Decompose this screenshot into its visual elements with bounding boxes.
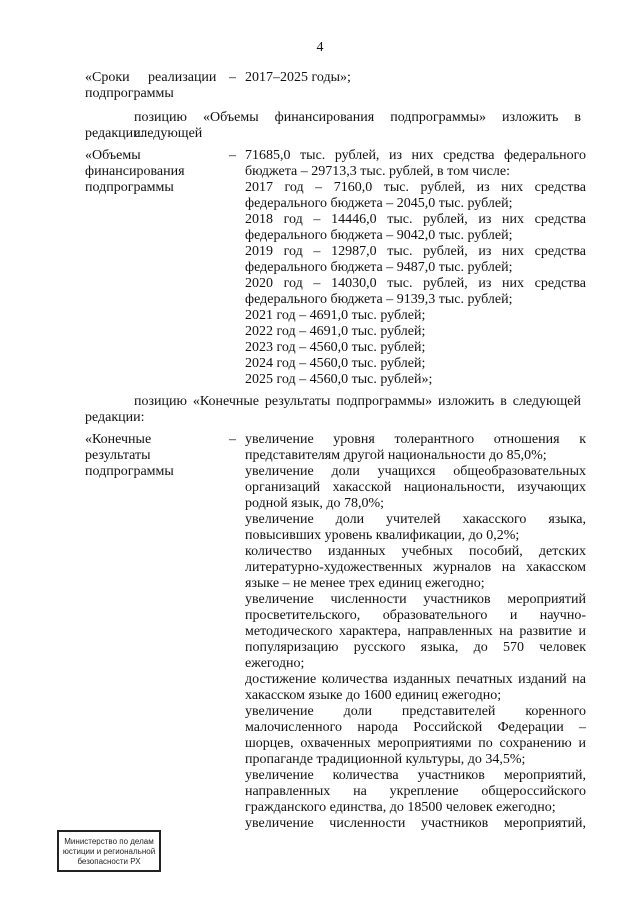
obemy-line: 2023 год – 4560,0 тыс. рублей; xyxy=(245,340,426,355)
konechnye-line: увеличение доли учителей хакасского языка, xyxy=(245,512,586,527)
para2-line2: редакции: xyxy=(85,410,145,425)
konechnye-line: хакасском языке до 1600 единиц ежегодно; xyxy=(245,688,502,703)
obemy-line: федерального бюджета – 9042,0 тыс. рублей; xyxy=(245,228,513,243)
obemy-line: 2019 год – 12987,0 тыс. рублей, из них средства xyxy=(245,244,586,259)
obemy-label-line: подпрограммы xyxy=(85,180,174,195)
obemy-line: 2025 год – 4560,0 тыс. рублей»; xyxy=(245,372,433,387)
para2-line1: позицию «Конечные результаты подпрограммы» изложить в следующей xyxy=(134,394,581,409)
konechnye-line: увеличение доли представителей коренного xyxy=(245,704,586,719)
obemy-line: 2022 год – 4691,0 тыс. рублей; xyxy=(245,324,426,339)
konechnye-label-line: результаты xyxy=(85,448,151,463)
konechnye-line: повысивших уровень квалификации, до 0,2%; xyxy=(245,528,520,543)
konechnye-label-line: «Конечные xyxy=(85,432,152,447)
obemy-line: 2020 год – 14030,0 тыс. рублей, из них средства xyxy=(245,276,586,291)
konechnye-line: увеличение численности участников мероприятий xyxy=(245,592,586,607)
konechnye-line: малочисленного народа Российской Федерации – xyxy=(245,720,586,735)
stamp-line: юстиции и региональной xyxy=(62,847,156,856)
konechnye-line: увеличение количества участников мероприятий, xyxy=(245,768,586,783)
sroki-label-line1: «Сроки xyxy=(85,70,130,85)
konechnye-line: литературно-художественных журналов на хакасском xyxy=(245,560,586,575)
konechnye-line: просветительского, образовательного и научно- xyxy=(245,608,586,623)
obemy-line: 2024 год – 4560,0 тыс. рублей; xyxy=(245,356,426,371)
obemy-label-line: финансирования xyxy=(85,164,185,179)
konechnye-line: представителям другой национальности до 85,0%; xyxy=(245,448,547,463)
konechnye-line: количество изданных учебных пособий, детских xyxy=(245,544,586,559)
obemy-line: федерального бюджета – 9139,3 тыс. рублей; xyxy=(245,292,513,307)
obemy-dash: – xyxy=(229,148,236,163)
konechnye-line: ежегодно; xyxy=(245,656,305,671)
konechnye-line: шорцев, охваченных мероприятиями по сохранению и xyxy=(245,736,586,751)
obemy-line: 71685,0 тыс. рублей, из них средства федерального xyxy=(245,148,586,163)
konechnye-line: организаций хакасской национальности, изучающих xyxy=(245,480,586,495)
obemy-line: 2021 год – 4691,0 тыс. рублей; xyxy=(245,308,426,323)
obemy-line: федерального бюджета – 2045,0 тыс. рублей; xyxy=(245,196,513,211)
konechnye-line: популяризацию русского языка, до 570 человек xyxy=(245,640,586,655)
obemy-line: федерального бюджета – 9487,0 тыс. рублей; xyxy=(245,260,513,275)
konechnye-line: направленных на укрепление общероссийского xyxy=(245,784,586,799)
konechnye-label-line: подпрограммы xyxy=(85,464,174,479)
para1-line2: редакции: xyxy=(85,126,145,141)
sroki-label-line1b: реализации xyxy=(148,70,217,85)
konechnye-line: гражданского единства, до 18500 человек ежегодно; xyxy=(245,800,556,815)
ministry-stamp xyxy=(57,830,161,872)
konechnye-line: пропаганде традиционной культуры, до 34,5%; xyxy=(245,752,526,767)
stamp-line: безопасности РХ xyxy=(77,857,141,866)
konechnye-line: увеличение численности участников мероприятий, xyxy=(245,816,586,831)
obemy-line: 2018 год – 14446,0 тыс. рублей, из них средства xyxy=(245,212,586,227)
konechnye-line: достижение количества изданных печатных изданий на xyxy=(245,672,586,687)
konechnye-line: увеличение уровня толерантного отношения к xyxy=(245,432,586,447)
konechnye-dash: – xyxy=(229,432,236,447)
para1-line1: позицию «Объемы финансирования подпрограммы» изложить в следующей xyxy=(134,110,581,141)
page-number: 4 xyxy=(316,40,324,55)
sroki-value: 2017–2025 годы»; xyxy=(245,70,351,85)
konechnye-line: языке – не менее трех единиц ежегодно; xyxy=(245,576,485,591)
obemy-line: бюджета – 29713,3 тыс. рублей, в том числе: xyxy=(245,164,511,179)
konechnye-line: увеличение доли учащихся общеобразовательных xyxy=(245,464,586,479)
sroki-label-line2: подпрограммы xyxy=(85,86,174,101)
obemy-line: 2017 год – 7160,0 тыс. рублей, из них средства xyxy=(245,180,586,195)
obemy-label-line: «Объемы xyxy=(85,148,141,163)
sroki-dash: – xyxy=(229,70,236,85)
konechnye-line: методического характера, направленных на развитие и xyxy=(245,624,586,639)
stamp-line: Министерство по делам xyxy=(64,837,154,846)
konechnye-line: родной язык, до 78,0%; xyxy=(245,496,385,511)
